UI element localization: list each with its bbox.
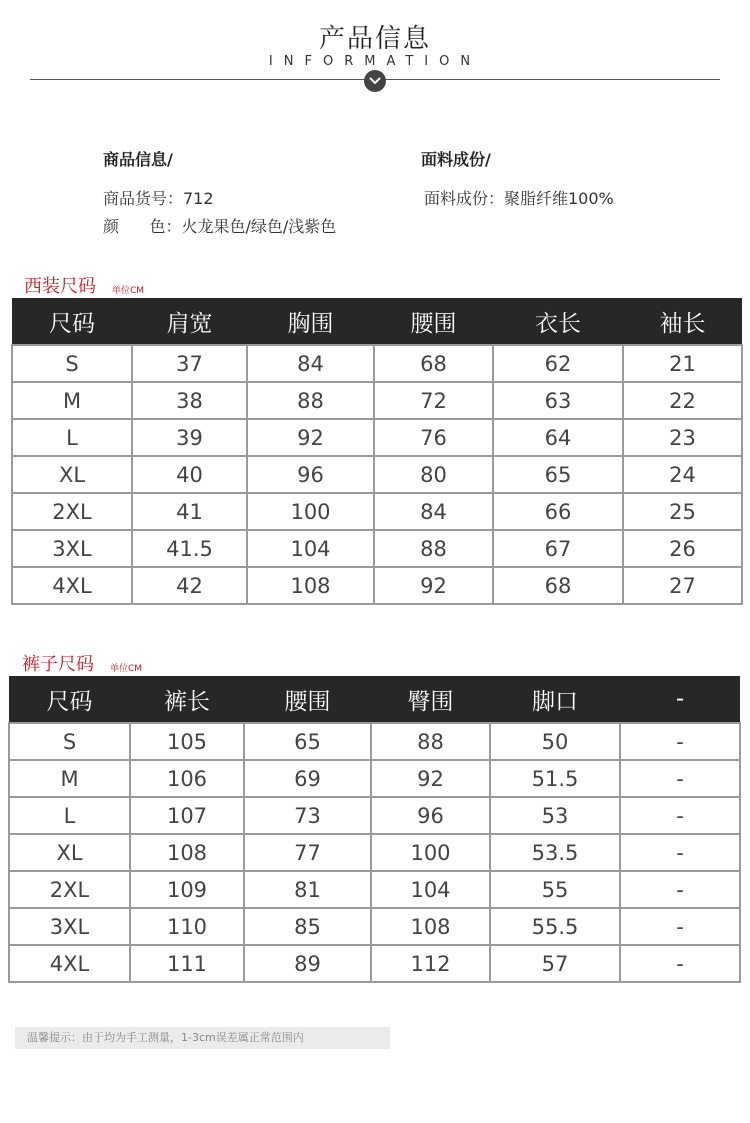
table-cell: 27 xyxy=(623,567,742,604)
table-cell: - xyxy=(620,945,740,982)
table-cell: 55 xyxy=(490,871,620,908)
table-cell: 51.5 xyxy=(490,760,620,797)
table-row xyxy=(12,456,742,493)
fabric-heading: 面料成份/ xyxy=(421,150,491,169)
column-header: 腰围 xyxy=(244,676,371,723)
table-cell: 68 xyxy=(374,345,493,382)
table-cell: 92 xyxy=(247,419,374,456)
table-cell: 26 xyxy=(623,530,742,567)
table-cell: XL xyxy=(9,834,130,871)
table-cell: 88 xyxy=(247,382,374,419)
table-cell: 22 xyxy=(623,382,742,419)
table-cell: 41 xyxy=(132,493,247,530)
table-cell: 112 xyxy=(371,945,490,982)
table-cell: 80 xyxy=(374,456,493,493)
table-cell: 92 xyxy=(371,760,490,797)
table-cell: 96 xyxy=(247,456,374,493)
table-cell: 96 xyxy=(371,797,490,834)
table-header-row xyxy=(12,298,742,345)
table-cell: - xyxy=(620,760,740,797)
table-row xyxy=(12,382,742,419)
suit-size-title: 西装尺码 xyxy=(24,276,96,297)
table-cell: 66 xyxy=(493,493,623,530)
table-cell: 62 xyxy=(493,345,623,382)
table-cell: L xyxy=(12,419,132,456)
table-cell: 108 xyxy=(130,834,244,871)
product-item-number: 商品货号：712 xyxy=(103,189,214,208)
table-row xyxy=(9,908,740,945)
table-cell: 25 xyxy=(623,493,742,530)
table-row xyxy=(9,723,740,760)
table-cell: 3XL xyxy=(12,530,132,567)
column-header: 腰围 xyxy=(374,298,493,345)
product-info-heading: 商品信息/ xyxy=(103,150,173,169)
fabric-composition: 面料成份：聚脂纤维100% xyxy=(424,189,614,208)
table-cell: 88 xyxy=(371,723,490,760)
table-cell: 73 xyxy=(244,797,371,834)
column-header: 衣长 xyxy=(493,298,623,345)
table-cell: 39 xyxy=(132,419,247,456)
table-cell: 23 xyxy=(623,419,742,456)
table-row xyxy=(9,871,740,908)
table-cell: 84 xyxy=(374,493,493,530)
table-cell: 55.5 xyxy=(490,908,620,945)
table-cell: - xyxy=(620,797,740,834)
table-cell: 63 xyxy=(493,382,623,419)
suit-size-unit: 单位CM xyxy=(112,286,145,296)
table-cell: 65 xyxy=(244,723,371,760)
column-header: 袖长 xyxy=(623,298,742,345)
table-row xyxy=(12,345,742,382)
table-cell: 100 xyxy=(371,834,490,871)
table-cell: 77 xyxy=(244,834,371,871)
table-row xyxy=(12,530,742,567)
table-cell: 106 xyxy=(130,760,244,797)
table-cell: 50 xyxy=(490,723,620,760)
table-cell: 100 xyxy=(247,493,374,530)
table-cell: S xyxy=(9,723,130,760)
table-cell: 105 xyxy=(130,723,244,760)
table-cell: 89 xyxy=(244,945,371,982)
measurement-note: 温馨提示：由于均为手工测量，1-3cm误差属正常范围内 xyxy=(15,1027,390,1049)
table-cell: 88 xyxy=(374,530,493,567)
table-cell: 111 xyxy=(130,945,244,982)
table-cell: 64 xyxy=(493,419,623,456)
table-cell: 4XL xyxy=(12,567,132,604)
table-cell: 104 xyxy=(371,871,490,908)
table-cell: 85 xyxy=(244,908,371,945)
table-cell: 67 xyxy=(493,530,623,567)
table-cell: - xyxy=(620,871,740,908)
page-subtitle: INFORMATION xyxy=(268,54,482,69)
table-cell: 84 xyxy=(247,345,374,382)
column-header: 裤长 xyxy=(130,676,244,723)
table-cell: - xyxy=(620,834,740,871)
column-header: 胸围 xyxy=(247,298,374,345)
table-cell: - xyxy=(620,723,740,760)
table-row xyxy=(12,567,742,604)
table-cell: 92 xyxy=(374,567,493,604)
table-cell: 108 xyxy=(371,908,490,945)
chevron-down-icon xyxy=(369,77,381,85)
table-cell: 109 xyxy=(130,871,244,908)
pants-size-title: 裤子尺码 xyxy=(22,654,94,675)
table-cell: 24 xyxy=(623,456,742,493)
table-cell: 37 xyxy=(132,345,247,382)
column-header: 尺码 xyxy=(9,676,130,723)
column-header: 尺码 xyxy=(12,298,132,345)
table-cell: 65 xyxy=(493,456,623,493)
table-cell: M xyxy=(9,760,130,797)
table-cell: 107 xyxy=(130,797,244,834)
table-cell: 108 xyxy=(247,567,374,604)
divider-badge xyxy=(364,70,386,92)
table-cell: XL xyxy=(12,456,132,493)
page-title: 产品信息 xyxy=(318,24,431,54)
table-cell: 76 xyxy=(374,419,493,456)
table-cell: 53.5 xyxy=(490,834,620,871)
column-header: 脚口 xyxy=(490,676,620,723)
table-cell: S xyxy=(12,345,132,382)
table-cell: 53 xyxy=(490,797,620,834)
table-cell: 104 xyxy=(247,530,374,567)
table-cell: 4XL xyxy=(9,945,130,982)
table-cell: 3XL xyxy=(9,908,130,945)
table-row xyxy=(9,945,740,982)
table-cell: 2XL xyxy=(12,493,132,530)
table-row xyxy=(9,760,740,797)
pants-size-table xyxy=(8,676,741,983)
table-cell: 57 xyxy=(490,945,620,982)
table-header-row xyxy=(9,676,740,723)
table-row xyxy=(12,493,742,530)
table-cell: 68 xyxy=(493,567,623,604)
table-row xyxy=(12,419,742,456)
column-header: - xyxy=(620,676,740,723)
table-cell: 40 xyxy=(132,456,247,493)
table-cell: 2XL xyxy=(9,871,130,908)
table-cell: 69 xyxy=(244,760,371,797)
table-cell: 38 xyxy=(132,382,247,419)
table-cell: 81 xyxy=(244,871,371,908)
table-row xyxy=(9,834,740,871)
table-cell: 42 xyxy=(132,567,247,604)
pants-size-unit: 单位CM xyxy=(110,664,143,674)
suit-size-table xyxy=(11,298,743,605)
table-cell: - xyxy=(620,908,740,945)
table-cell: 72 xyxy=(374,382,493,419)
table-cell: L xyxy=(9,797,130,834)
table-row xyxy=(9,797,740,834)
column-header: 臀围 xyxy=(371,676,490,723)
table-cell: M xyxy=(12,382,132,419)
table-cell: 41.5 xyxy=(132,530,247,567)
table-cell: 110 xyxy=(130,908,244,945)
table-cell: 21 xyxy=(623,345,742,382)
column-header: 肩宽 xyxy=(132,298,247,345)
product-colors: 颜 色：火龙果色/绿色/浅紫色 xyxy=(103,217,337,236)
